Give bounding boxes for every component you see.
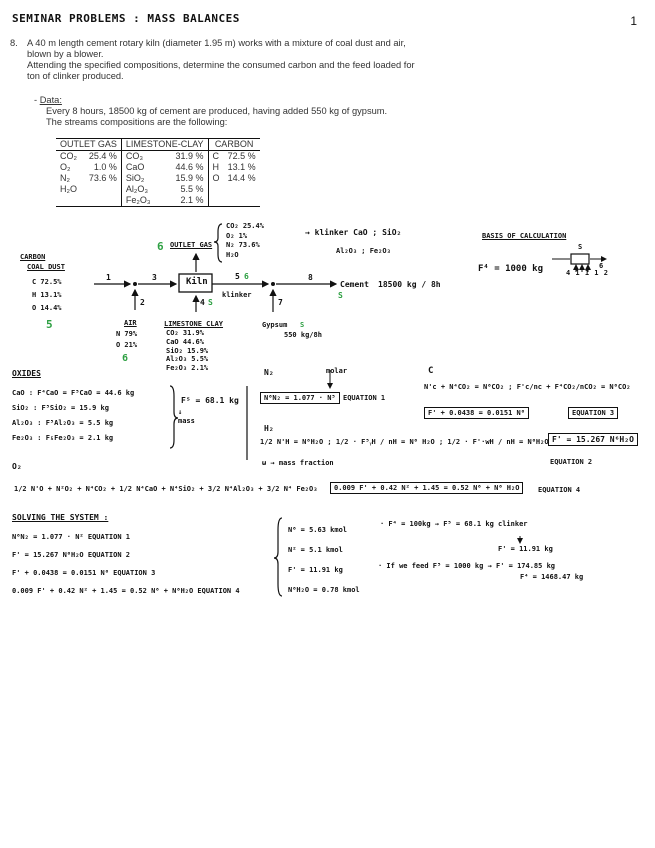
h2-result-label: EQUATION 2 xyxy=(550,458,593,466)
table-cell: H xyxy=(208,162,224,173)
oxides-lines xyxy=(12,386,134,446)
oxides-result-sub: ↓ mass xyxy=(178,408,195,425)
solving-line: F' = 15.267 N⁶H₂O EQUATION 2 xyxy=(12,551,131,559)
o2-result: 0.009 F' + 0.42 N² + 1.45 = 0.52 N⁶ + N⁶ H₂O xyxy=(330,482,523,494)
table-cell: 5.5 % xyxy=(180,184,204,194)
solving-result: N² = 5.1 kmol xyxy=(288,546,343,554)
table-cell: C xyxy=(208,151,224,163)
gas-comp-item: O₂ 1% xyxy=(226,231,248,240)
solving-lines xyxy=(12,528,240,600)
solving-results xyxy=(288,520,360,600)
carbon-comp-item: O 14.4% xyxy=(32,304,62,312)
limestone-comp-item: SiO₂ 15.9% xyxy=(166,346,209,355)
clinker-note-2: Al₂O₃ ; Fe₂O₃ xyxy=(336,247,391,255)
limestone-comp-item: Fe₂O₃ 2.1% xyxy=(166,364,209,373)
basis-equation: F⁴ = 1000 kg xyxy=(478,264,544,274)
table-cell: O₂ xyxy=(60,162,71,172)
problem-line: ton of clinker produced. xyxy=(27,71,124,81)
table-cell: SiO₂ xyxy=(121,173,162,184)
table-cell: H₂O xyxy=(60,184,77,194)
h2-label: H₂ xyxy=(264,424,274,433)
table-cell: 13.1 % xyxy=(227,162,256,172)
mixer-node xyxy=(133,282,137,286)
table-cell: 44.6 % xyxy=(175,162,204,172)
limestone-comp-item: CO₂ 31.9% xyxy=(166,329,204,337)
stream-label-6: 6 xyxy=(244,272,249,281)
solving-note-3: · If we feed F⁵ = 1000 kg → F' = 174.85 kg xyxy=(378,562,556,570)
solving-note-1: · F⁴ = 100kg → F⁵ = 68.1 kg clinker xyxy=(380,520,528,528)
c-label: C xyxy=(428,366,434,376)
gypsum-label: Gypsum xyxy=(262,321,288,329)
basis-six: 6 xyxy=(599,262,604,270)
c-result-label: EQUATION 3 xyxy=(568,407,618,419)
page-number: 1 xyxy=(630,14,637,28)
table-cell: CO₂ xyxy=(60,151,77,161)
gypsum-s: S xyxy=(300,321,305,329)
limestone-label: LIMESTONE CLAY xyxy=(164,320,224,328)
solving-note-4: F⁴ = 1468.47 kg xyxy=(520,573,584,581)
klinker-label: klinker xyxy=(222,291,252,299)
stream-label-1: 1 xyxy=(106,273,111,282)
c-result: F' + 0.0438 = 0.0151 N⁶ xyxy=(424,407,529,419)
table-cell: CO₃ xyxy=(121,151,162,163)
carbon-comp-item: H 13.1% xyxy=(32,291,62,299)
o2-label: O₂ xyxy=(12,462,22,471)
h2-subnote: ω → mass fraction xyxy=(262,459,334,467)
gas-comp-item: CO₂ 25.4% xyxy=(226,222,264,230)
problem-line: Attending the specified compositions, determine the consumed carbon and the feed loaded for xyxy=(27,60,415,70)
basis-label: BASIS OF CALCULATION xyxy=(482,232,567,240)
air-label: AIR xyxy=(124,319,137,327)
basis-box xyxy=(571,254,589,264)
mixer-node xyxy=(271,282,275,286)
solving-label: SOLVING THE SYSTEM : xyxy=(12,513,109,522)
stream-label-5: 5 xyxy=(235,272,240,281)
data-heading: - Data: xyxy=(34,95,62,105)
outlet-gas-label: OUTLET GAS xyxy=(170,241,213,249)
data-line: Every 8 hours, 18500 kg of cement are produced, having added 550 kg of gypsum. xyxy=(46,106,388,116)
table-cell: Fe₂O₃ xyxy=(121,195,162,207)
oxide-line: Al₂O₃ : F⁵Al₂O₃ = 5.5 kg xyxy=(12,419,114,427)
gas-brace xyxy=(214,224,222,262)
table-cell: 73.6 % xyxy=(88,173,117,183)
h2-result: F' = 15.267 N⁶H₂O xyxy=(548,433,638,446)
table-cell: 25.4 % xyxy=(88,151,117,161)
h2-line: 1/2 N'H = N⁶H₂O ; 1/2 · F⁵ᵧH / nH = N⁶ H₂O ; 1/2 · F'·wH / nH = N⁶H₂O xyxy=(260,438,549,446)
air-comp-item: N 79% xyxy=(116,330,138,338)
table-header: OUTLET GAS xyxy=(56,139,121,151)
solving-line: 0.009 F' + 0.42 N² + 1.45 = 0.52 N⁶ + N⁶H₂O EQUATION 4 xyxy=(12,587,240,595)
oxides-label: OXIDES xyxy=(12,369,41,378)
n2-equation: N⁶N₂ = 1.077 · N⁵ xyxy=(260,392,340,404)
n2-label: N₂ xyxy=(264,368,274,377)
basis-numbers: 4 1 1 1 2 xyxy=(566,269,609,277)
basis-s: S xyxy=(578,243,583,251)
problem-line: A 40 m length cement rotary kiln (diameter 1.95 m) works with a mixture of coal dust and air, xyxy=(27,38,406,48)
carbon-num: 5 xyxy=(46,318,53,331)
outlet-gas-num: 6 xyxy=(157,240,164,253)
gas-composition xyxy=(226,222,264,260)
stream-label-8: 8 xyxy=(308,273,313,282)
table-cell: 15.9 % xyxy=(175,173,204,183)
solving-line: F' + 0.0438 = 0.0151 N⁶ EQUATION 3 xyxy=(12,569,156,577)
oxide-line: CaO : F⁴CaO = F⁵CaO = 44.6 kg xyxy=(12,389,135,397)
limestone-comp-item: CaO 44.6% xyxy=(166,337,204,346)
solving-brace xyxy=(274,518,282,596)
c-line: N'c + N⁴CO₂ = N⁶CO₂ ; F'c/nc + F⁴CO₂/nCO₂ = N⁶CO₂ xyxy=(424,383,631,391)
air-num: 6 xyxy=(122,353,129,364)
cement-label: Cement xyxy=(340,280,369,289)
o2-line: 1/2 N'O + N²O₂ + N⁴CO₂ + 1/2 N⁴CaO + N⁴SiO₂ + 3/2 N⁴Al₂O₃ + 3/2 N⁴ Fe₂O₃ xyxy=(14,485,318,493)
air-composition xyxy=(116,329,137,351)
gas-comp-item: H₂O xyxy=(226,250,239,259)
oxides-result: F⁵ = 68.1 kg xyxy=(181,396,239,405)
air-comp-item: O 21% xyxy=(116,341,138,349)
problem-line: blown by a blower. xyxy=(27,49,104,59)
limestone-comp-item: Al₂O₃ 5.5% xyxy=(166,355,209,364)
n2-molar: molar xyxy=(326,367,348,375)
stream-label-4: 4 xyxy=(200,298,205,307)
stream-label-7: 7 xyxy=(278,298,283,307)
table-cell: 31.9 % xyxy=(175,151,204,161)
table-header: LIMESTONE-CLAY xyxy=(121,139,208,151)
stream-label-2: 2 xyxy=(140,298,145,307)
oxide-line: Fe₂O₃ : F₅Fe₂O₃ = 2.1 kg xyxy=(12,434,114,442)
carbon-label: CARBON xyxy=(20,253,46,261)
solving-line: N⁶N₂ = 1.077 · N² EQUATION 1 xyxy=(12,533,131,541)
problem-number: 8. xyxy=(10,38,18,48)
carbon-comp-item: C 72.5% xyxy=(32,278,62,286)
table-cell: 14.4 % xyxy=(227,173,256,183)
stream-label-3: 3 xyxy=(152,273,157,282)
solving-note-2: F' = 11.91 kg xyxy=(498,545,553,553)
carbon-composition xyxy=(32,276,62,315)
gypsum-flow: 550 kg/8h xyxy=(284,331,322,339)
table-cell: 72.5 % xyxy=(227,151,256,161)
stream-4-s: S xyxy=(208,298,213,307)
oxide-line: SiO₂ : F⁵SiO₂ = 15.9 kg xyxy=(12,404,109,412)
data-line: The streams compositions are the following: xyxy=(46,117,228,127)
cement-flow: 18500 kg / 8h xyxy=(378,280,441,289)
oxides-brace xyxy=(170,386,178,448)
n2-equation-label: EQUATION 1 xyxy=(343,394,386,402)
coal-dust-label: COAL DUST xyxy=(27,263,65,271)
table-cell: Al₂O₃ xyxy=(121,184,162,195)
solving-result: N⁶H₂O = 0.78 kmol xyxy=(288,586,360,594)
clinker-note: → klinker CaO ; SiO₂ xyxy=(305,228,402,237)
solving-result: F' = 11.91 kg xyxy=(288,566,343,574)
page-title: SEMINAR PROBLEMS : MASS BALANCES xyxy=(12,12,240,25)
table-header: CARBON xyxy=(208,139,260,151)
solving-result: N⁶ = 5.63 kmol xyxy=(288,526,348,534)
cement-s: S xyxy=(338,291,343,300)
table-cell: CaO xyxy=(121,162,162,173)
kiln-label: Kiln xyxy=(186,277,208,287)
o2-result-label: EQUATION 4 xyxy=(538,486,581,494)
gas-comp-item: N₂ 73.6% xyxy=(226,241,260,249)
table-cell: 1.0 % xyxy=(93,162,117,172)
table-cell: O xyxy=(208,173,224,184)
limestone-composition xyxy=(166,329,208,373)
data-label: Data: xyxy=(39,95,62,105)
table-cell: N₂ xyxy=(60,173,70,183)
table-cell: 2.1 % xyxy=(163,195,208,207)
